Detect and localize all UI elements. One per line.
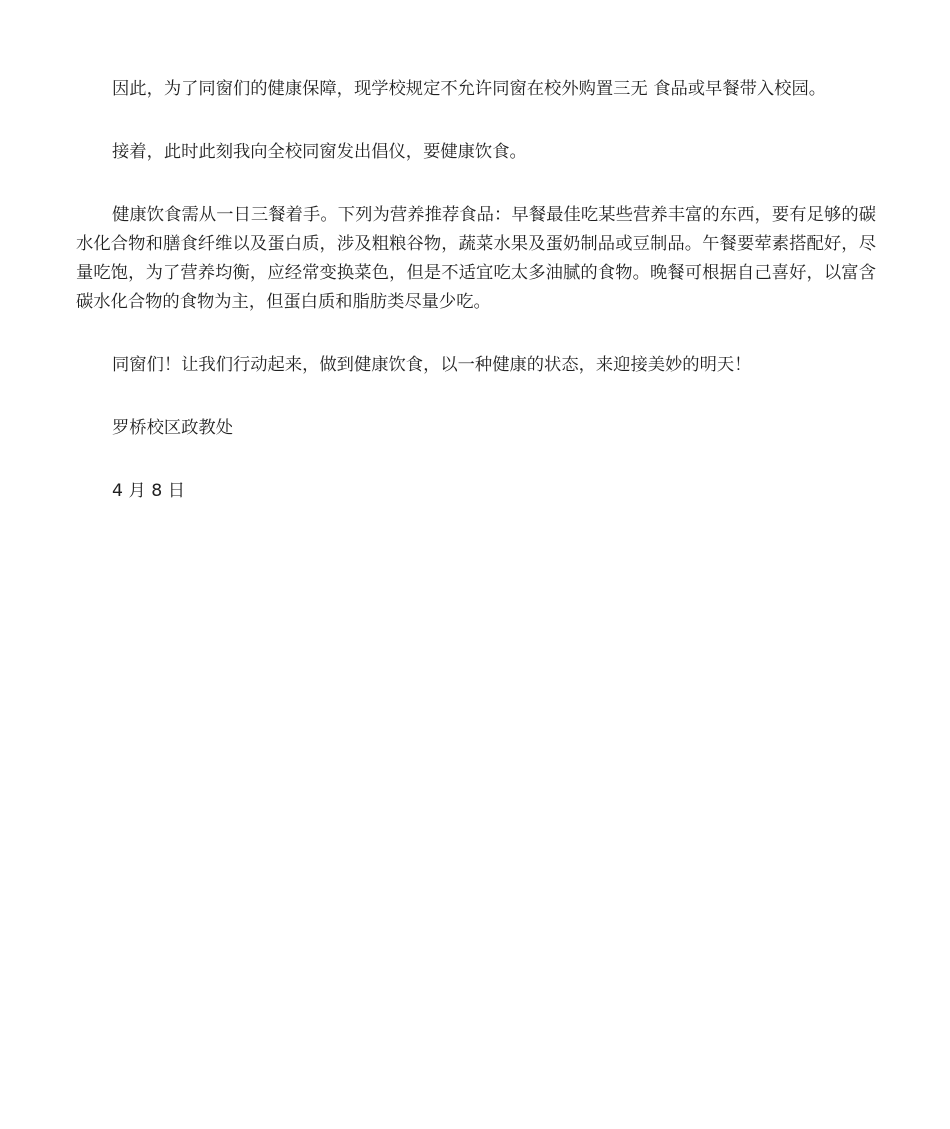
paragraph-school-rule: 因此，为了同窗们的健康保障，现学校规定不允许同窗在校外购置三无 食品或早餐带入校园。 — [112, 79, 827, 99]
paragraph-healthy-meals: 健康饮食需从一日三餐着手。下列为营养推荐食品：早餐最佳吃某些营养丰富的东西，要有足够的碳水化合物和膳食纤维以及蛋白质，涉及粗粮谷物，蔬菜水果及蛋奶制品或豆制品。午餐要荤素搭配好，尽量吃饱，为了营养均衡，应经常变换菜色，但是不适宜吃太多油腻的食物。晚餐可根据自己喜好，以富含碳水化合物的食物为主，但蛋白质和脂肪类尽量少吃。 — [76, 205, 876, 312]
date: 4 月 8 日 — [112, 481, 186, 501]
document-page — [76, 75, 876, 506]
signature: 罗桥校区政教处 — [112, 418, 233, 438]
paragraph-initiative: 接着，此时此刻我向全校同窗发出倡仪，要健康饮食。 — [112, 142, 527, 162]
paragraph-call-to-action: 同窗们！让我们行动起来，做到健康饮食，以一种健康的状态，来迎接美妙的明天！ — [112, 355, 752, 375]
